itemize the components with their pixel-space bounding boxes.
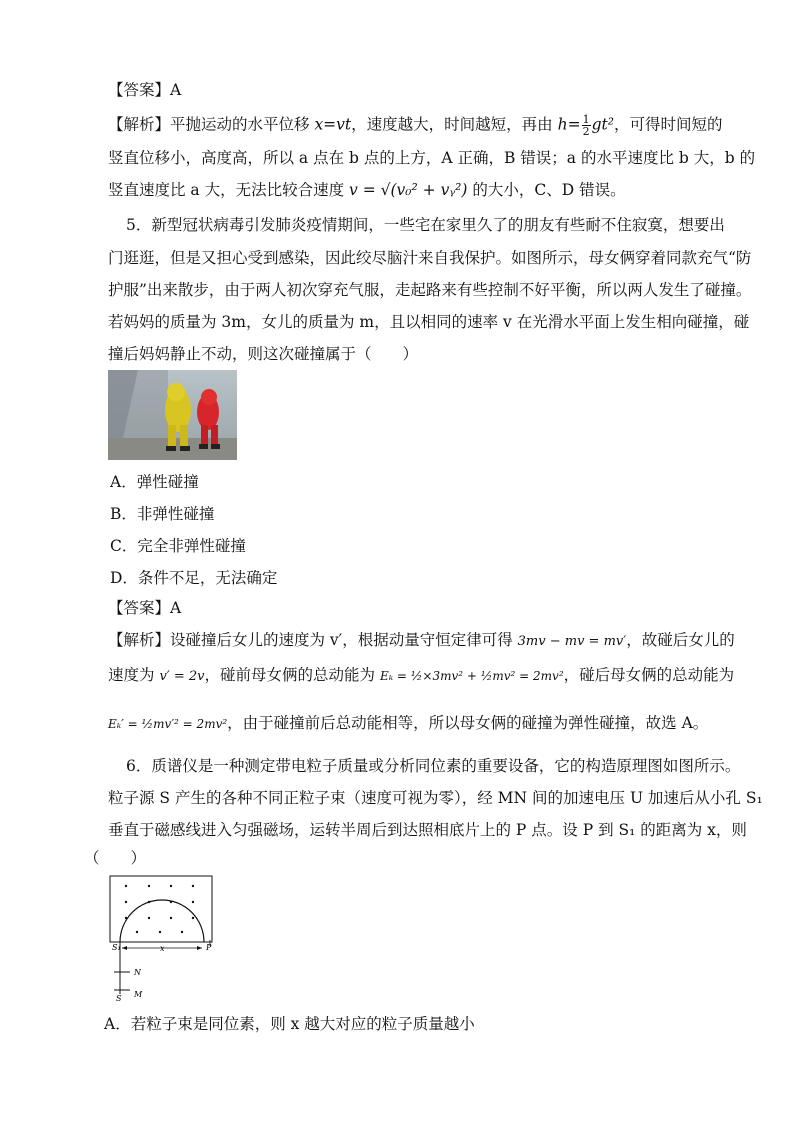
q5-option-d: D．条件不足，无法确定 — [110, 569, 278, 587]
q4-analysis-line1: 【解析】平抛运动的水平位移 x=vt，速度越大，时间越短，再由 h= $\frac{1}{2}$ gt²，可得时间短的 — [108, 113, 723, 138]
q5-option-c: C．完全非弹性碰撞 — [110, 537, 246, 555]
q6-stem-line3: 垂直于磁感线进入匀强磁场，运转半周后到达照相底片上的 P 点。设 P 到 S₁ 的距离为 x，则 — [108, 821, 747, 839]
q5-stem-line3: 护服”出来散步，由于两人初次穿充气服，走起路来有些控制不好平衡，所以两人发生了碰撞。 — [108, 281, 752, 299]
q5-stem-line2: 门逛逛，但是又担心受到感染，因此绞尽脑汁来自我保护。如图所示，母女俩穿着同款充气“防 — [108, 249, 752, 267]
q5-stem-line4: 若妈妈的质量为 3m，女儿的质量为 m，且以相同的速率 v 在光滑水平面上发生相向碰撞，碰 — [108, 313, 750, 331]
svg-text:x: x — [160, 944, 165, 953]
q6-stem-line1: 6．质谱仪是一种测定带电粒子质量或分析同位素的重要设备，它的构造原理图如图所示。 — [126, 757, 741, 775]
svg-text:M: M — [134, 990, 143, 999]
q6-stem-line4: （ ） — [84, 849, 147, 867]
q5-stem-line1: 5．新型冠状病毒引发肺炎疫情期间，一些宅在家里久了的朋友有些耐不住寂寞，想要出 — [126, 216, 725, 234]
svg-text:S₁: S₁ — [112, 943, 121, 952]
fraction-half: $\frac{1}{2}$ — [582, 113, 590, 138]
q5-analysis-line3: Eₖ′ = ½mv′² = 2mv²，由于碰撞前后总动能相等，所以母女俩的碰撞为弹性碰撞，故选 A。 — [108, 714, 709, 732]
q5-analysis-line1: 【解析】设碰撞后女儿的速度为 v′，根据动量守恒定律可得 3mv − mv = mv′，故碰后女儿的 — [108, 631, 735, 649]
q6-option-a: A．若粒子束是同位素，则 x 越大对应的粒子质量越小 — [104, 1015, 475, 1033]
q6-stem-line2: 粒子源 S 产生的各种不同正粒子束（速度可视为零），经 MN 间的加速电压 U 加速后从小孔 S₁ — [108, 789, 763, 807]
svg-text:N: N — [134, 968, 141, 977]
protective-suits-photo — [108, 370, 237, 460]
q5-analysis-line2: 速度为 v′ = 2v，碰前母女俩的总动能为 Eₖ = ½×3mv² + ½mv² = 2mv²，碰后母女俩的总动能为 — [108, 666, 735, 684]
q5-answer: 【答案】A — [108, 599, 182, 617]
svg-text:P: P — [206, 943, 212, 952]
velocity-formula: v = √(v₀² + vᵧ²) — [349, 181, 468, 199]
mass-spectrometer-diagram — [100, 866, 230, 1006]
q5-option-a: A．弹性碰撞 — [110, 473, 199, 491]
q5-option-b: B．非弹性碰撞 — [110, 505, 215, 523]
q4-analysis-line2: 竖直位移小，高度高，所以 a 点在 b 点的上方，A 正确，B 错误；a 的水平速度比 b 大，b 的 — [108, 149, 756, 167]
svg-text:S: S — [116, 994, 122, 1003]
q4-analysis-line3: 竖直速度比 a 大，无法比较合速度 v = √(v₀² + vᵧ²) 的大小，C、D 错误。 — [108, 181, 626, 199]
q4-answer: 【答案】A — [108, 81, 182, 99]
q5-stem-line5: 撞后妈妈静止不动，则这次碰撞属于（ ） — [108, 345, 419, 363]
